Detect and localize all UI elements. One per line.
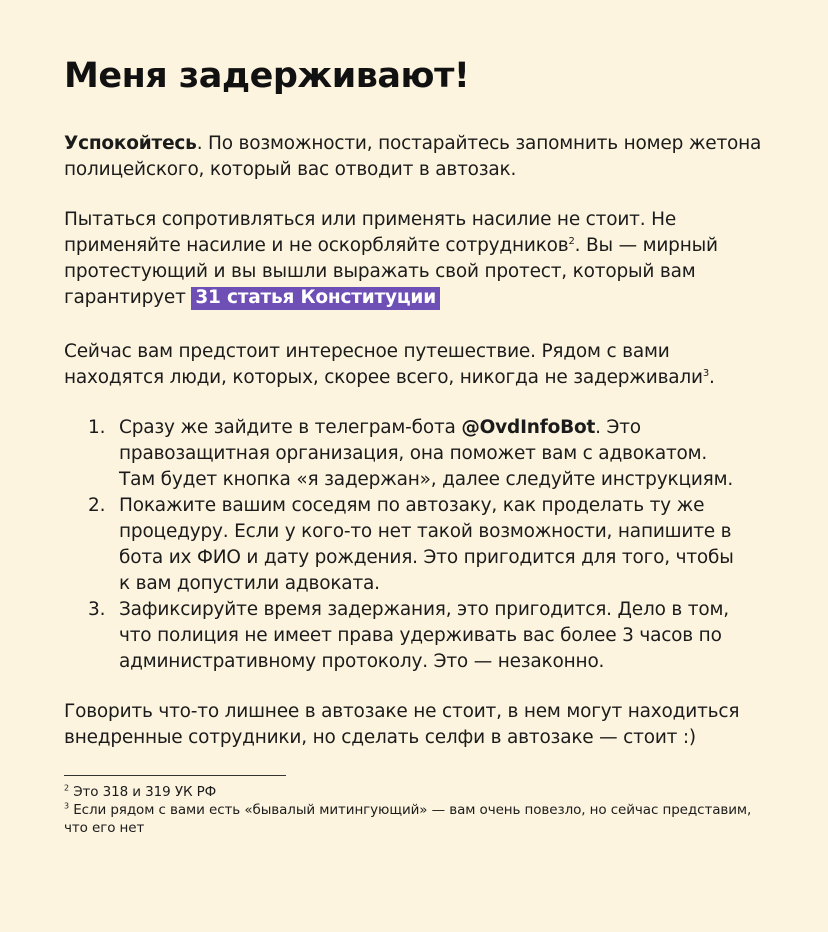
calm-text: . По возможности, постарайтесь запомнить номер жетона полицейского, который вас отводит в автозак. <box>64 133 762 180</box>
footnote-divider <box>64 775 286 776</box>
steps-list <box>88 415 748 675</box>
selfie-paragraph: Говорить что-то лишнее в автозаке не стоит, в нем могут находиться внедренные сотрудники, но сделать селфи в автозаке — стоит :) <box>64 701 740 748</box>
footnote-ref-2: 2 <box>568 235 575 247</box>
calm-paragraph <box>64 131 764 183</box>
footnote-text: Это 318 и 319 УК РФ <box>69 784 217 800</box>
no-violence-text-2: . Вы — мирный протестующий и вы вышли выражать свой протест, который вам гарантирует <box>64 235 718 308</box>
step-number: 1. <box>88 417 106 438</box>
step-text <box>119 415 748 493</box>
footnotes <box>64 783 764 837</box>
bot-handle: @OvdInfoBot <box>461 417 596 438</box>
no-violence-text: Пытаться сопротивляться или применять насилие не стоит. Не применяйте насилие и не оскорбляйте сотрудников <box>64 209 677 256</box>
footnote-mark: 3 <box>64 801 69 811</box>
footnote-ref-3: 3 <box>702 367 710 379</box>
list-item <box>88 597 748 675</box>
no-violence-paragraph <box>64 207 764 311</box>
constitution-highlight: 31 статья Конституции <box>191 287 440 310</box>
step-number: 3. <box>88 599 106 620</box>
list-item <box>88 493 748 597</box>
step-text: Зафиксируйте время задержания, это пригодится. Дело в том, что полиция не имеет права удерживать вас более 3 часов по административному протоколу. Это — незаконно. <box>119 599 729 672</box>
step-text-before: Сразу же зайдите в телеграм-бота <box>119 417 462 438</box>
step-text: Покажите вашим соседям по автозаку, как проделать ту же процедуру. Если у кого-то нет такой возможности, напишите в бота их ФИО и дату рождения. Это пригодится для того, чтобы к вам допустили адвоката. <box>119 495 734 594</box>
footnote-text: Если рядом с вами есть «бывалый митингующий» — вам очень повезло, но сейчас представим, что его нет <box>64 802 752 836</box>
journey-paragraph <box>64 339 764 391</box>
step-text-after: . Это правозащитная организация, она поможет вам с адвокатом. Там будет кнопка «я задержан», далее следуйте инструкциям. <box>119 417 734 490</box>
list-item <box>88 415 748 493</box>
step-number: 2. <box>88 495 106 516</box>
footnote-mark: 2 <box>64 783 69 793</box>
footnote-2 <box>64 783 764 801</box>
journey-text: Сейчас вам предстоит интересное путешествие. Рядом с вами находятся люди, которых, скорее всего, никогда не задерживали <box>64 341 703 388</box>
page-title: Меня задерживают! <box>64 56 470 96</box>
journey-end: . <box>709 367 715 388</box>
footnote-3 <box>64 801 764 837</box>
calm-bold: Успокойтесь <box>64 133 197 154</box>
